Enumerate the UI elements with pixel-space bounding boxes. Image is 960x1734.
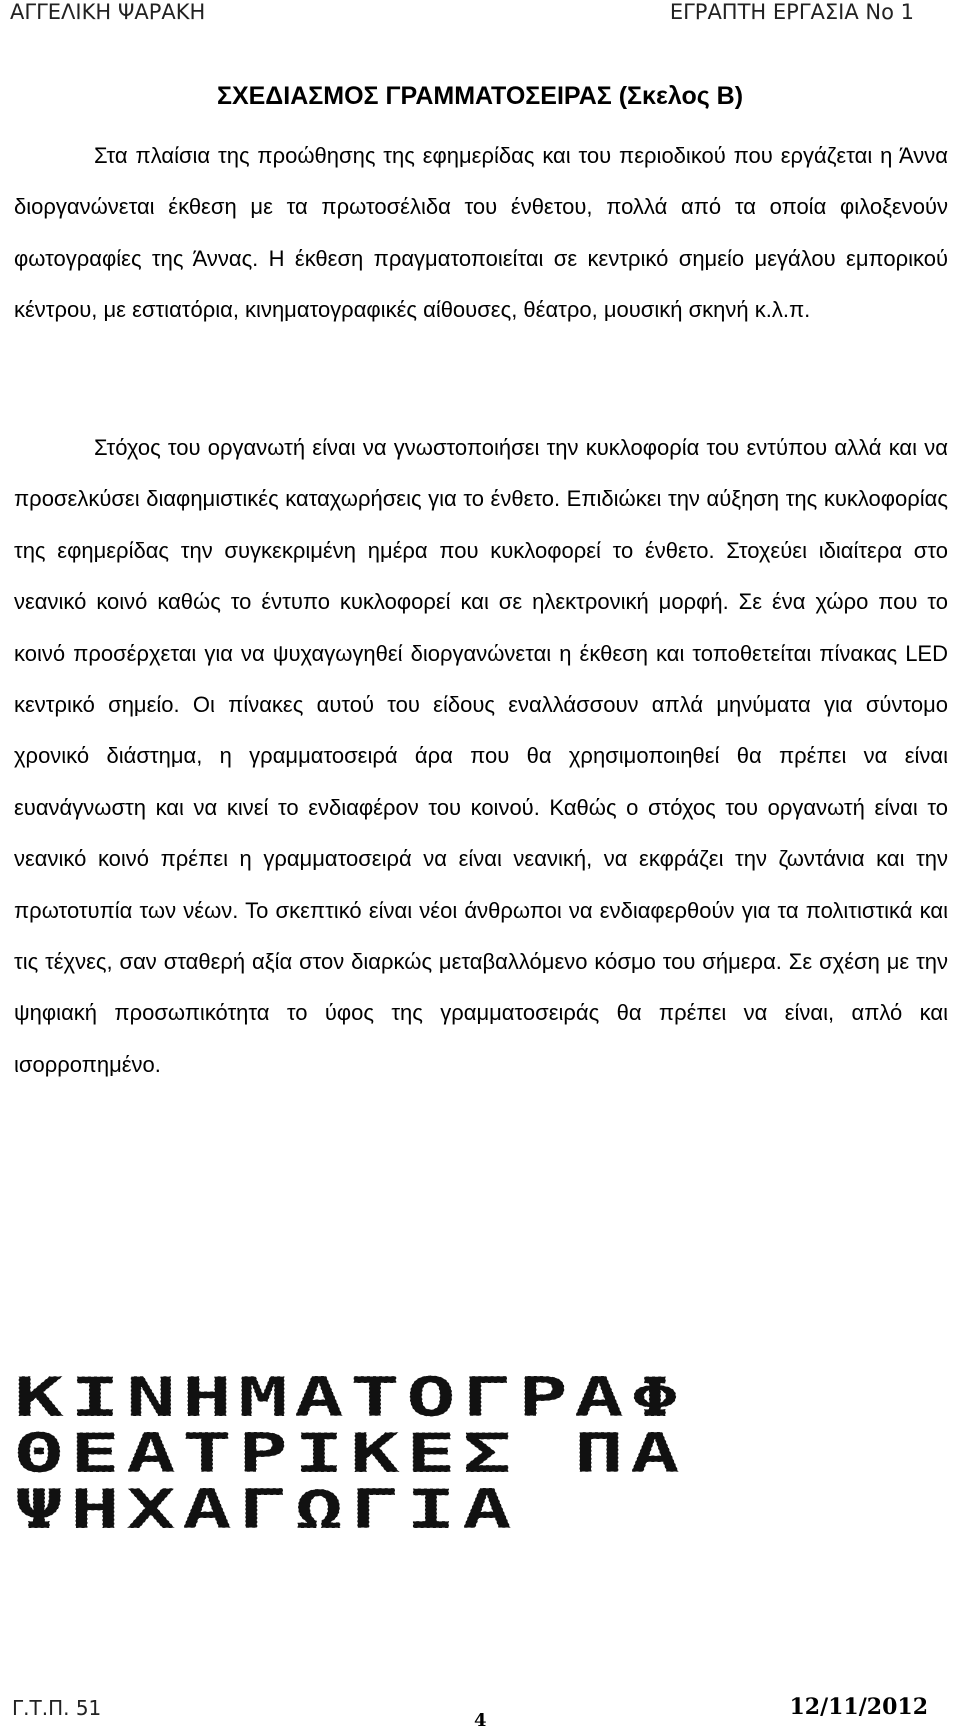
led-sample-line: ΘΕΑΤΡΙΚΕΣ ΠΑ	[14, 1422, 686, 1485]
footer-course: Γ.Τ.Π. 51	[12, 1696, 102, 1720]
paragraph-2	[14, 422, 948, 1090]
footer-date: 12/11/2012	[789, 1694, 928, 1720]
led-sample-line: ΨΗΧΑΓΩΓΙΑ	[14, 1478, 518, 1540]
paragraph-1	[14, 130, 948, 336]
paragraph-2-text: Στόχος του οργανωτή είναι να γνωστοποιήσει την κυκλοφορία του εντύπου αλλά και να προσελκύσει διαφημιστικές καταχωρήσεις για το ένθετο. Επιδιώκει την αύξηση της κυκλοφορίας της εφημερίδας την συγκεκριμένη ημέρα που κυκλοφορεί το ένθετο. Στοχεύει ιδιαίτερα στο νεανικό κοινό καθώς το έντυπο κυκλοφορεί και σε ηλεκτρονική μορφή. Σε ένα χώρο που το κοινό προσέρχεται για να ψυχαγωγηθεί διοργανώνεται η έκθεση και τοποθετείται πίνακας LED κεντρικό σημείο. Οι πίνακες αυτού του είδους εναλλάσσουν απλά μηνύματα για σύντομο χρονικό διάστημα, η γραμματοσειρά άρα που θα χρησιμοποιηθεί θα πρέπει να είναι ευανάγνωστη και να κινεί το ενδιαφέρον του κοινού. Καθώς ο στόχος του οργανωτή είναι το νεανικό κοινό πρέπει η γραμματοσειρά να είναι νεανική, να εκφράζει την ζωντάνια και την πρωτοτυπία των νέων. Το σκεπτικό είναι νέοι άνθρωποι να ενδιαφερθούν για τα πολιτιστικά και τις τέχνες, σαν σταθερή αξία στον διαρκώς μεταβαλλόμενο κόσμο του σήμερα. Σε σχέση με την ψηφιακή προσωπικότητα το ύφος της γραμματοσειράς θα πρέπει να είναι, απλό και ισορροπημένο.	[14, 435, 948, 1077]
header-assignment: ΕΓΡΑΠΤΗ ΕΡΓΑΣΙΑ Νο 1	[669, 0, 914, 24]
footer-page-number: 4	[474, 1710, 487, 1731]
paragraph-1-text: Στα πλαίσια της προώθησης της εφημερίδας και του περιοδικού που εργάζεται η Άννα διοργανώνεται έκθεση με τα πρωτοσέλιδα του ένθετου, πολλά από τα οποία φιλοξενούν φωτογραφίες της Άννας. Η έκθεση πραγματοποιείται σε κεντρικό σημείο μεγάλου εμπορικού κέντρου, με εστιατόρια, κινηματογραφικές αίθουσες, θέατρο, μουσική σκηνή κ.λ.π.	[14, 143, 948, 323]
led-sample-line: ΚΙΝΗΜΑΤΟΓΡΑΦ	[14, 1370, 686, 1429]
header-author: ΑΓΓΕΛΙΚΗ ΨΑΡΑΚΗ	[10, 0, 206, 24]
section-title: ΣΧΕΔΙΑΣΜΟΣ ΓΡΑΜΜΑΤΟΣΕΙΡΑΣ (Σκελος Β)	[216, 82, 744, 110]
led-font-sample	[14, 1370, 716, 1540]
